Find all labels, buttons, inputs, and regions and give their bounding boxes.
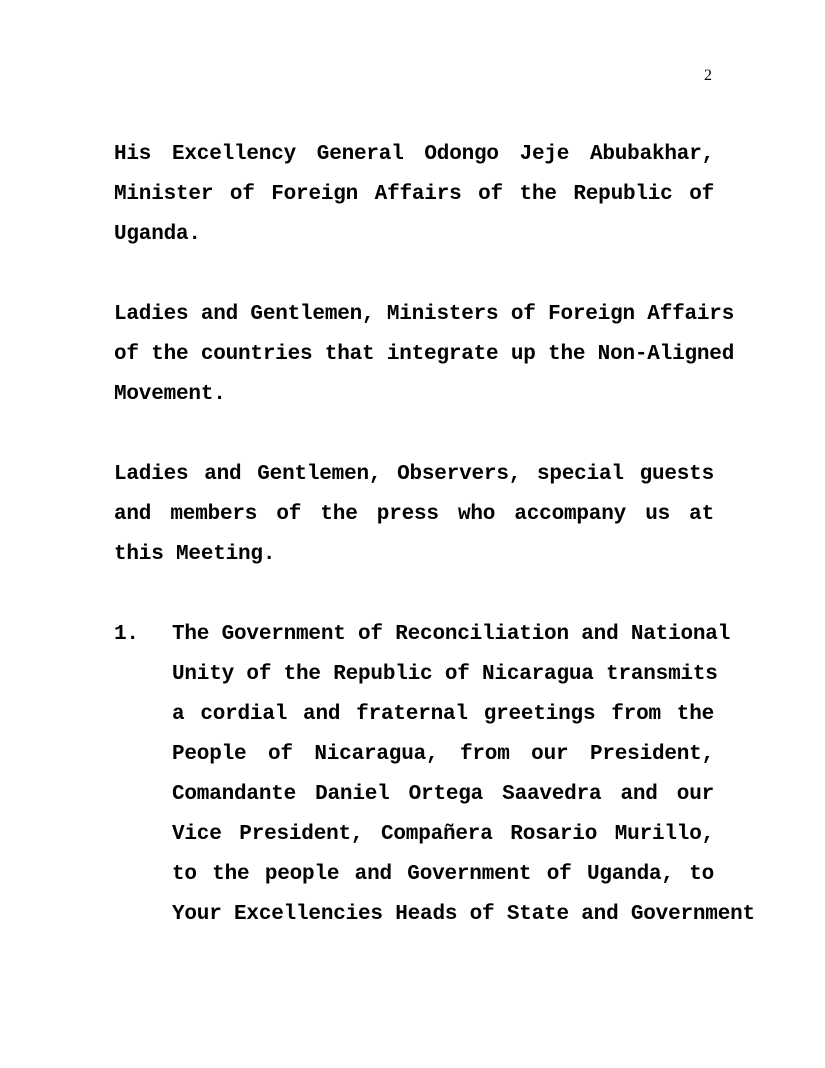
text-line: Your Excellencies Heads of State and Government — [172, 903, 755, 926]
text-line: a cordial and fraternal greetings from the — [172, 703, 714, 726]
text-line: this Meeting. — [114, 543, 276, 566]
text-line: of the countries that integrate up the Non-Aligned — [114, 343, 735, 366]
numbered-paragraph-body — [172, 615, 755, 935]
page-number: 2 — [704, 67, 712, 84]
numbered-paragraph-1 — [114, 615, 755, 935]
text-line: His Excellency General Odongo Jeje Abubakhar, — [114, 143, 714, 166]
text-line: Unity of the Republic of Nicaragua transmits — [172, 663, 718, 686]
text-line: Ladies and Gentlemen, Ministers of Foreign Affairs — [114, 303, 735, 326]
text-line: Movement. — [114, 383, 226, 406]
text-line: to the people and Government of Uganda, to — [172, 863, 714, 886]
text-line: The Government of Reconciliation and National — [172, 623, 731, 646]
text-line: Minister of Foreign Affairs of the Republic of — [114, 183, 714, 206]
text-line: Comandante Daniel Ortega Saavedra and our — [172, 783, 714, 806]
salutation-paragraph-2 — [114, 295, 735, 415]
salutation-paragraph-3 — [114, 455, 714, 575]
text-line: Uganda. — [114, 223, 201, 246]
paragraph-number: 1. — [114, 623, 139, 646]
text-line: Ladies and Gentlemen, Observers, special guests — [114, 463, 714, 486]
salutation-paragraph-1 — [114, 135, 714, 255]
document-body — [114, 135, 755, 935]
text-line: Vice President, Compañera Rosario Murillo, — [172, 823, 714, 846]
text-line: and members of the press who accompany us at — [114, 503, 714, 526]
text-line: People of Nicaragua, from our President, — [172, 743, 714, 766]
